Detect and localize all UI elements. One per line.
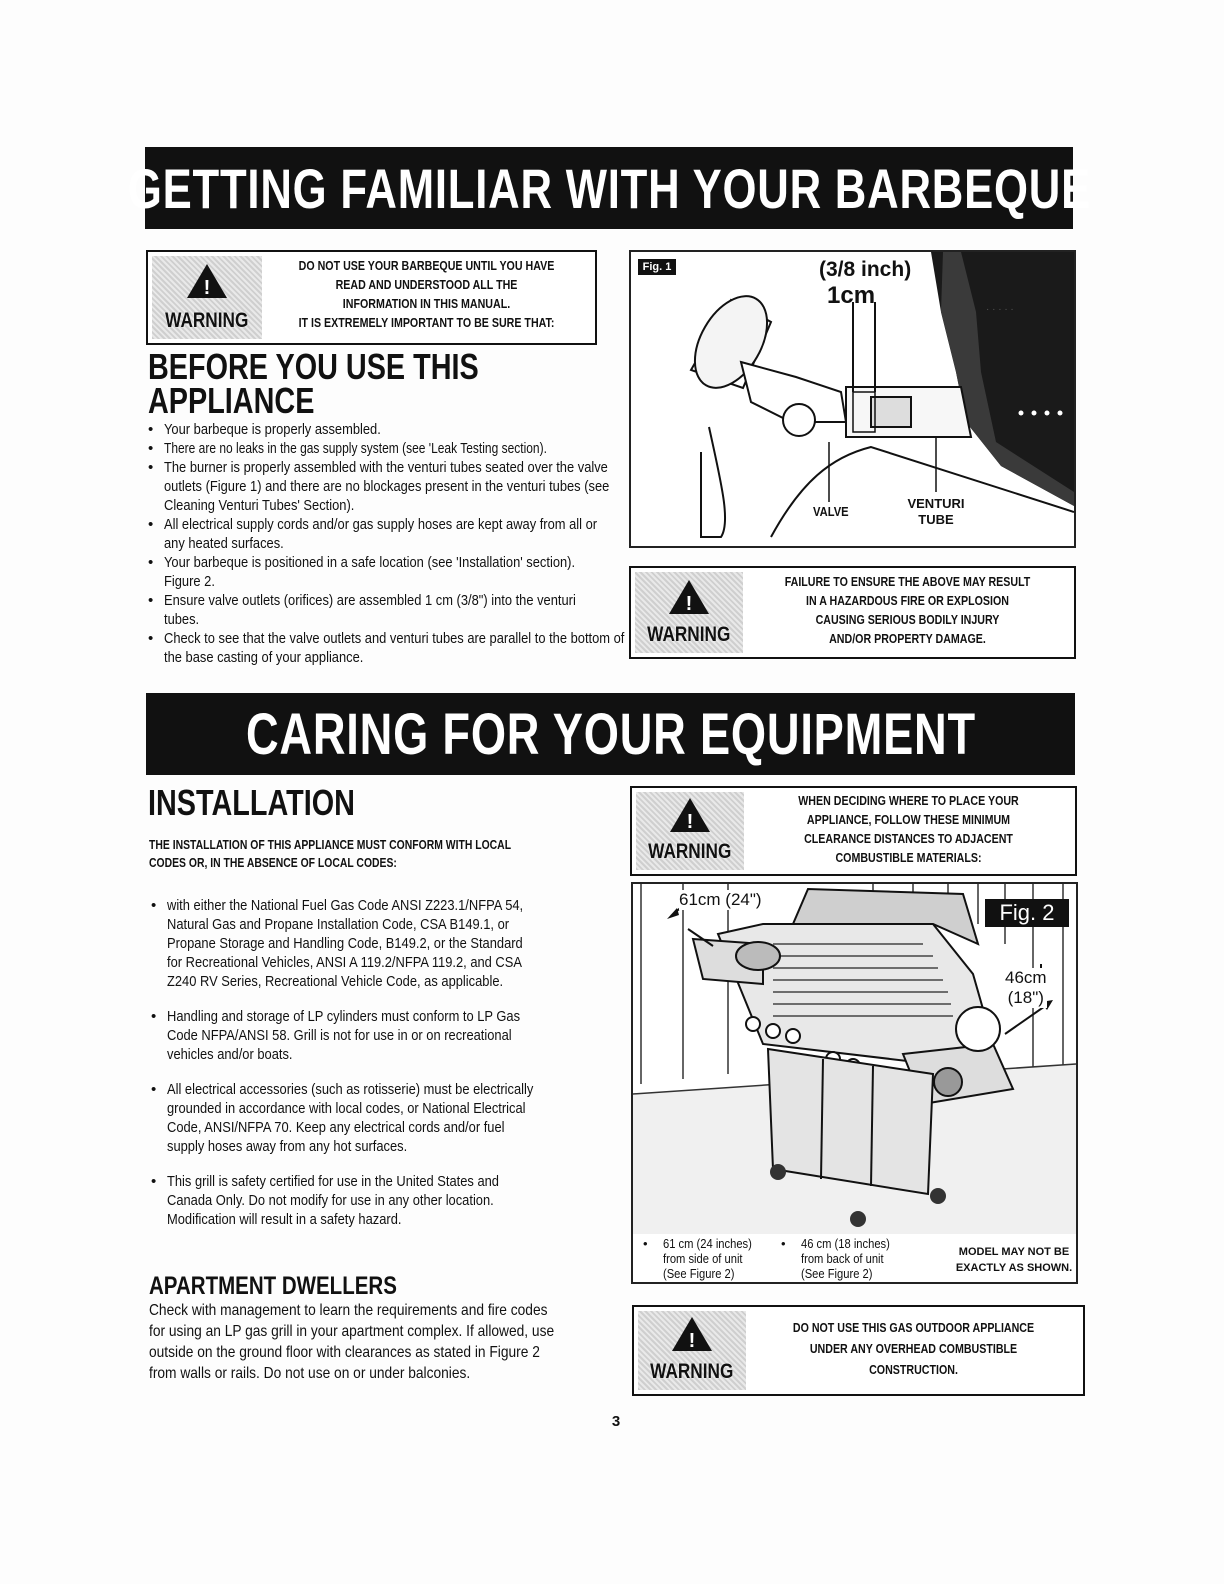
apartment-dwellers-heading: APARTMENT DWELLERS <box>149 1272 397 1300</box>
list-item: • Your barbeque is properly assembled. <box>146 420 626 439</box>
warning-line: APPLIANCE, FOLLOW THESE MINIMUM <box>806 812 1011 827</box>
warning-line: UNDER ANY OVERHEAD COMBUSTIBLE <box>809 1341 1018 1356</box>
venturi-tube-label: VENTURI TUBE <box>907 496 965 527</box>
list-item: • The burner is properly assembled with the venturi tubes seated over the valve outlets (Figure 1) and there are no blockages present in the venturi tubes (see Cleaning Venturi Tubes' Section). <box>146 458 626 515</box>
grill-illustration <box>633 884 1076 1234</box>
banner-title: CARING FOR YOUR EQUIPMENT <box>245 701 976 767</box>
warning-line: AND/OR PROPERTY DAMAGE. <box>829 631 986 646</box>
installation-heading: INSTALLATION <box>148 782 355 823</box>
warning-icon: ! WARNING <box>638 1311 746 1390</box>
warning-line: IT IS EXTREMELY IMPORTANT TO BE SURE THAT: <box>298 315 555 330</box>
installation-requirements <box>149 896 619 1229</box>
list-item: • All electrical accessories (such as rotisserie) must be electrically grounded in accordance with local codes, or National Electrical Code, ANSI/NFPA 70. Keep any electrical cords and/or fuel supply hoses away from any hot surfaces. <box>149 1080 619 1156</box>
warning-line: DO NOT USE YOUR BARBEQUE UNTIL YOU HAVE <box>298 258 555 273</box>
list-item: • All electrical supply cords and/or gas supply hoses are kept away from all or any heated surfaces. <box>146 515 626 553</box>
warning-line: READ AND UNDERSTOOD ALL THE <box>335 277 518 292</box>
warning-line: CLEARANCE DISTANCES TO ADJACENT <box>804 831 1013 846</box>
figure-1-tag: Fig. 1 <box>638 259 676 275</box>
warning-line: CAUSING SERIOUS BODILY INJURY <box>815 612 1000 627</box>
banner-title: GETTING FAMILIAR WITH YOUR BARBEQUE <box>127 156 1091 220</box>
warning-line: FAILURE TO ENSURE THE ABOVE MAY RESULT <box>784 574 1031 589</box>
back-clearance-note: • 46 cm (18 inches) from back of unit (See Figure 2) <box>781 1236 890 1281</box>
list-item: • Handling and storage of LP cylinders must conform to LP Gas Code NFPA/ANSI 58. Grill is not for use in or on recreational vehicles and/or boats. <box>149 1007 619 1064</box>
before-use-heading: BEFORE YOU USE THIS APPLIANCE <box>148 346 479 421</box>
section-banner-getting-familiar <box>127 147 1091 229</box>
side-clearance-note: • 61 cm (24 inches) from side of unit (See Figure 2) <box>643 1236 752 1281</box>
model-disclaimer: MODEL MAY NOT BE EXACTLY AS SHOWN. <box>955 1246 1073 1274</box>
list-item: • Your barbeque is positioned in a safe location (see 'Installation' section). Figure 2. <box>146 553 626 591</box>
page-number: 3 <box>611 1413 621 1430</box>
list-item: • with either the National Fuel Gas Code ANSI Z223.1/NFPA 54, Natural Gas and Propane Installation Code, CSA B149.1, or Propane Storage and Handling Code, B149.2, or the Standard for Recreational Vehicles, ANSI A 119.2/NFPA 119.2, and CSA Z240 RV Series, Recreational Vehicle Code, as applicable. <box>149 896 619 991</box>
warning-line: CONSTRUCTION. <box>869 1362 958 1377</box>
warning-line: COMBUSTIBLE MATERIALS: <box>835 850 982 865</box>
warning-icon: ! WARNING <box>635 572 743 653</box>
warning-icon: ! WARNING <box>152 256 262 339</box>
list-item: • There are no leaks in the gas supply system (see 'Leak Testing section). <box>146 439 626 458</box>
side-clearance-label: 61cm (24") <box>679 890 762 909</box>
list-item: • Ensure valve outlets (orifices) are assembled 1 cm (3/8") into the venturi tubes. <box>146 591 626 629</box>
measure-inch-label: (3/8 inch) <box>819 258 912 281</box>
figure-2-grill-clearance <box>631 882 1078 1284</box>
list-item: • Check to see that the valve outlets and venturi tubes are parallel to the bottom of the base casting of your appliance. <box>146 629 626 667</box>
warning-line: IN A HAZARDOUS FIRE OR EXPLOSION <box>806 593 1009 608</box>
warning-box-overhead <box>632 1305 1085 1396</box>
before-use-checklist <box>146 420 626 667</box>
apartment-dwellers-text: Check with management to learn the requirements and fire codes for using an LP gas grill in your apartment complex. If allowed, use outside on the ground floor with clearances as stated in Figure 2 from walls or rails. Do not use on or under balconies. <box>149 1302 555 1382</box>
warning-line: WHEN DECIDING WHERE TO PLACE YOUR <box>798 793 1019 808</box>
warning-icon: ! WARNING <box>636 792 744 870</box>
warning-box-hazard <box>629 566 1076 659</box>
measure-cm-label: 1cm <box>827 282 876 309</box>
warning-box-clearance <box>630 786 1077 876</box>
figure-2-tag: Fig. 2 <box>985 899 1069 927</box>
warning-line: DO NOT USE THIS GAS OUTDOOR APPLIANCE <box>792 1320 1035 1335</box>
warning-box-read-manual <box>146 250 597 345</box>
section-banner-caring <box>146 693 1075 775</box>
installation-subheading: THE INSTALLATION OF THIS APPLIANCE MUST CONFORM WITH LOCAL CODES OR, IN THE ABSENCE OF LOCAL CODES: <box>149 837 512 870</box>
back-clearance-label: 46cm (18") <box>1005 968 1047 1007</box>
list-item: • This grill is safety certified for use in the United States and Canada Only. Do not modify for use in any other location. Modification will result in a safety hazard. <box>149 1172 619 1229</box>
figure-1-valve-venturi <box>629 250 1076 548</box>
svg-text:· · · · ·: · · · · · <box>986 304 1014 315</box>
warning-line: INFORMATION IN THIS MANUAL. <box>342 296 511 311</box>
valve-label: VALVE <box>813 504 849 519</box>
